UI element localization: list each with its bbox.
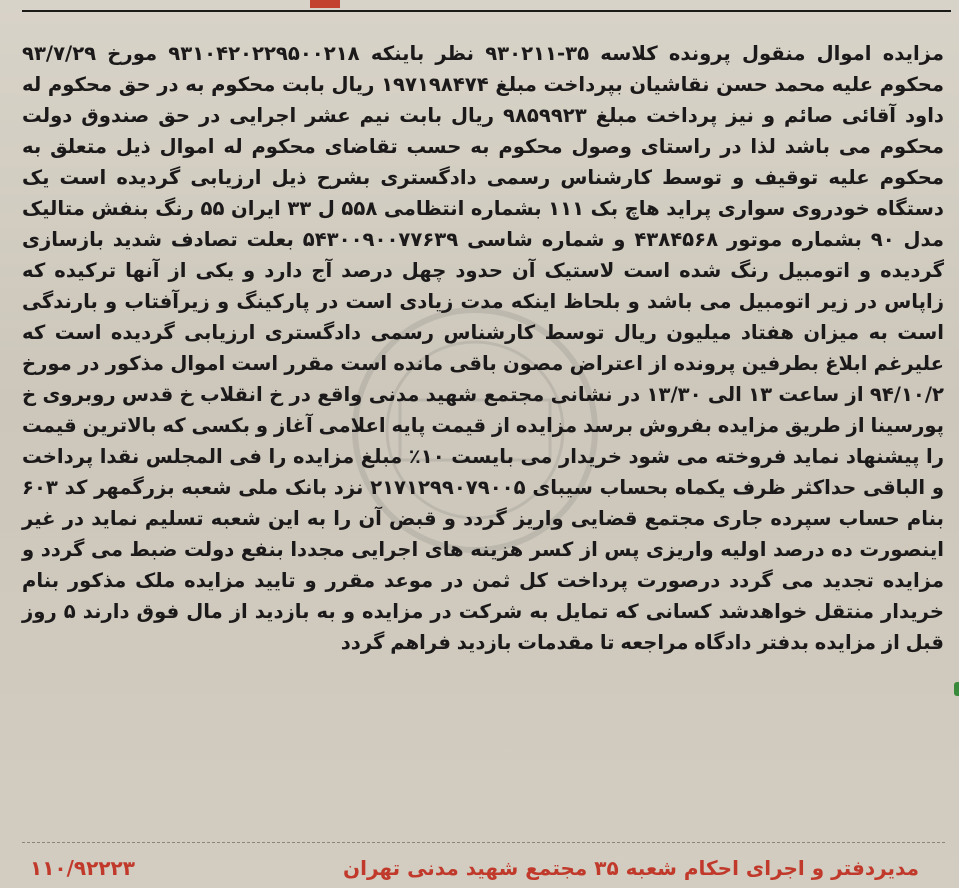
top-border (22, 0, 951, 12)
edge-marker (954, 682, 959, 696)
reference-number: ۱۱۰/۹۲۲۲۳ (30, 856, 135, 880)
auction-notice-body: مزایده اموال منقول پرونده کلاسه ۳۵-۹۳۰۲۱۱ نظر باینکه ۹۳۱۰۴۲۰۲۲۹۵۰۰۲۱۸ مورخ ۹۳/۷/۲۹ محکوم علیه محمد حسن نقاشیان بپرداخت مبلغ ۱۹۷۱۹۸۴۷۴ ریال بابت محکوم به در حق محکوم له داود آقائی صائم و نیز پرداخت مبلغ ۹۸۵۹۹۲۳ ریال بابت نیم عشر اجرایی در حق صندوق دولت محکوم می باشد لذا در راستای وصول محکوم به حسب تقاضای محکوم له اموال ذیل متعلق به محکوم علیه توقیف و توسط کارشناس رسمی دادگستری بشرح ذیل ارزیابی گردیده است یک دستگاه خودروی سواری پراید هاچ بک ۱۱۱ بشماره انتظامی ۵۵۸ ل ۳۳ ایران ۵۵ رنگ بنفش متالیک مدل ۹۰ بشماره موتور ۴۳۸۴۵۶۸ و شماره شاسی ۵۴۳۰۰۹۰۰۷۷۶۳۹ بعلت تصادف شدید بازسازی گردیده و اتومبیل رنگ شده است لاستیک آن حدود چهل درصد آج دارد و یکی از آنها ترکیده که زاپاس در زیر اتومبیل می باشد و بلحاظ اینکه مدت زیادی است در پارکینگ و زیرآفتاب و بارندگی است به میزان هفتاد میلیون ریال توسط کارشناس رسمی دادگستری ارزیابی گردیده است که علیرغم ابلاغ بطرفین پرونده از اعتراض مصون باقی مانده است مقرر است اموال مذکور در مورخ ۹۴/۱۰/۲ از ساعت ۱۳ الی ۱۳/۳۰ در نشانی مجتمع شهید مدنی واقع در خ انقلاب خ قدس روبروی خ پورسینا از طریق مزایده بفروش برسد مزایده از قیمت پایه اعلامی آغاز و بکسی که بالاترین قیمت را پیشنهاد نماید فروخته می شود خریدار می بایست ۱۰٪ مبلغ مزایده را فی المجلس نقدا پرداخت و الباقی حداکثر ظرف یکماه بحساب سیبای ۲۱۷۱۲۹۹۰۷۹۰۰۵ نزد بانک ملی شعبه بزرگمهر کد ۶۰۳ بنام حساب سپرده جاری مجتمع قضایی واریز گردد و قبض آن را به این شعبه تسلیم نماید در غیر اینصورت ده درصد اولیه واریزی پس از کسر هزینه های اجرایی مجددا بنفع دولت ضبط می گردد و مزایده تجدید می گردد درصورت پرداخت کل ثمن در موعد مقرر و تایید مزایده ملک مذکور بنام خریدار منتقل خواهدشد کسانی که تمایل به شرکت در مزایده و به بازدید از مال فوق دارند ۵ روز قبل از مزایده بدفتر دادگاه مراجعه تا مقدمات بازدید فراهم گردد (22, 42, 945, 654)
signature-office: مدیردفتر و اجرای احکام شعبه ۳۵ مجتمع شهید مدنی تهران (343, 856, 919, 880)
signature-divider (22, 842, 945, 843)
top-red-accent (310, 0, 340, 8)
signature-line (30, 852, 919, 884)
